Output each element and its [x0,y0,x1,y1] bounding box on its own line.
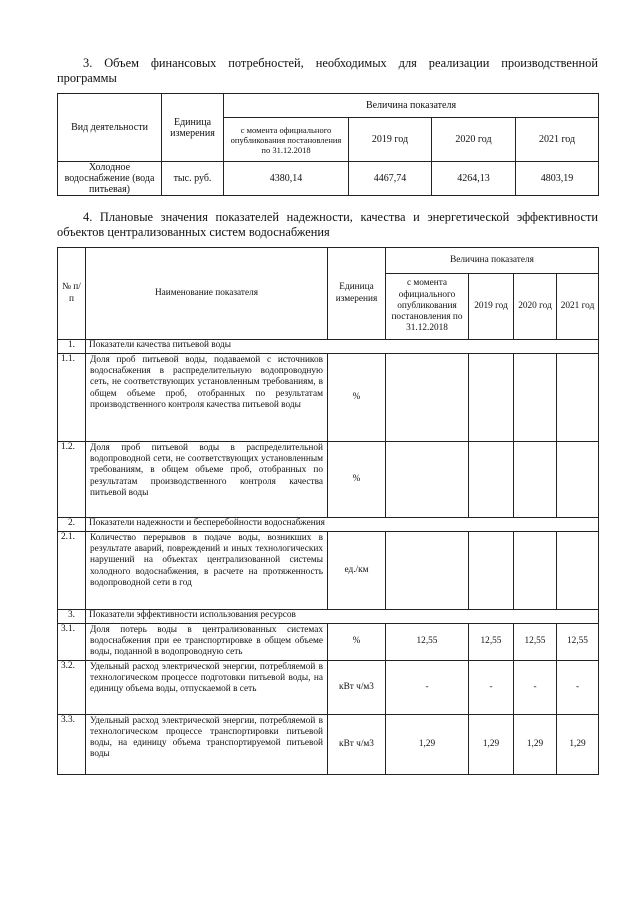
table-row [58,660,599,714]
row-number: 3.3. [58,714,86,774]
header-2021: 2021 год [557,274,599,340]
value-2020: - [514,660,557,714]
indicator-unit: % [328,354,386,442]
indicator-name: Количество перерывов в подаче воды, возникших в результате аварий, повреждений и иных технологических нарушений на объектах централизованной системы холодного водоснабжения, в расчете на протяженность водопроводной сети в год [86,532,328,610]
header-since-pub: с момента официального опубликования постановления по 31.12.2018 [224,118,349,162]
section-3-heading: 3. Объем финансовых потребностей, необходимых для реализации производственной программы [57,56,598,85]
header-name: Наименование показателя [86,248,328,340]
header-2020: 2020 год [432,118,516,162]
row-2021: 4803,19 [516,162,599,196]
row-number: 1. [58,340,86,354]
section-row [58,610,599,624]
row-2019: 4467,74 [349,162,432,196]
value-2021: 1,29 [557,714,599,774]
indicator-unit: % [328,624,386,661]
value-since-pub: 12,55 [386,624,469,661]
header-value: Величина показателя [224,94,599,118]
indicator-unit: кВт ч/м3 [328,714,386,774]
value-2019: - [469,660,514,714]
value-since-pub [386,442,469,518]
header-2021: 2021 год [516,118,599,162]
header-unit: Единица измерения [162,94,224,162]
indicator-name: Доля проб питьевой воды, подаваемой с источников водоснабжения в распределительную водопроводную сеть, не соответствующих установленным требованиям, в общем объеме проб, отобранных по результатам производственного контроля качества питьевой воды [86,354,328,442]
value-since-pub: - [386,660,469,714]
value-since-pub [386,532,469,610]
header-2019: 2019 год [349,118,432,162]
indicator-unit: кВт ч/м3 [328,660,386,714]
row-2020: 4264,13 [432,162,516,196]
row-number: 1.2. [58,442,86,518]
indicator-unit: % [328,442,386,518]
table-row [58,162,599,196]
value-2020: 12,55 [514,624,557,661]
value-since-pub: 1,29 [386,714,469,774]
table-row [58,714,599,774]
row-unit: тыс. руб. [162,162,224,196]
value-2019: 1,29 [469,714,514,774]
section-4-heading: 4. Плановые значения показателей надежности, качества и энергетической эффективности объектов централизованных систем водоснабжения [57,210,598,239]
row-number: 1.1. [58,354,86,442]
section-title: Показатели надежности и бесперебойности водоснабжения [86,518,599,532]
table-row [58,354,599,442]
header-2020: 2020 год [514,274,557,340]
table-row [58,532,599,610]
row-activity: Холодное водоснабжение (вода питьевая) [58,162,162,196]
row-number: 3.1. [58,624,86,661]
value-2021 [557,354,599,442]
section-title: Показатели эффективности использования ресурсов [86,610,599,624]
value-2021: - [557,660,599,714]
value-since-pub [386,354,469,442]
value-2019 [469,442,514,518]
value-2019 [469,354,514,442]
table-row [58,624,599,661]
value-2020: 1,29 [514,714,557,774]
row-number: 3. [58,610,86,624]
row-number: 3.2. [58,660,86,714]
value-2019 [469,532,514,610]
row-number: 2.1. [58,532,86,610]
value-2020 [514,442,557,518]
indicator-name: Удельный расход электрической энергии, потребляемой в технологическом процессе подготовки питьевой воды, на единицу объема воды, отпускаемой в сеть [86,660,328,714]
financial-needs-table [57,93,599,196]
value-2020 [514,532,557,610]
indicator-name: Доля потерь воды в централизованных системах водоснабжения при ее транспортировке в общем объеме воды, поданной в водопроводную сеть [86,624,328,661]
row-number: 2. [58,518,86,532]
section-title: Показатели качества питьевой воды [86,340,599,354]
value-2021 [557,532,599,610]
section-row [58,340,599,354]
table-row [58,442,599,518]
header-activity: Вид деятельности [58,94,162,162]
indicator-name: Доля проб питьевой воды в распределительной водопроводной сети, не соответствующих установленным требованиям, в общем объеме проб, отобранных по результатам производственного контроля качества питьевой воды [86,442,328,518]
value-2021 [557,442,599,518]
header-since-pub: с момента официального опубликования постановления по 31.12.2018 [386,274,469,340]
header-unit: Единица измерения [328,248,386,340]
indicators-body [58,340,599,775]
indicators-table [57,247,599,775]
header-2019: 2019 год [469,274,514,340]
value-2021: 12,55 [557,624,599,661]
indicator-unit: ед./км [328,532,386,610]
row-since-pub: 4380,14 [224,162,349,196]
section-row [58,518,599,532]
header-value: Величина показателя [386,248,599,274]
indicator-name: Удельный расход электрической энергии, потребляемой в технологическом процессе транспортировки питьевой воды, на единицу объема транспортируемой питьевой воды [86,714,328,774]
value-2020 [514,354,557,442]
value-2019: 12,55 [469,624,514,661]
header-no: № п/п [58,248,86,340]
